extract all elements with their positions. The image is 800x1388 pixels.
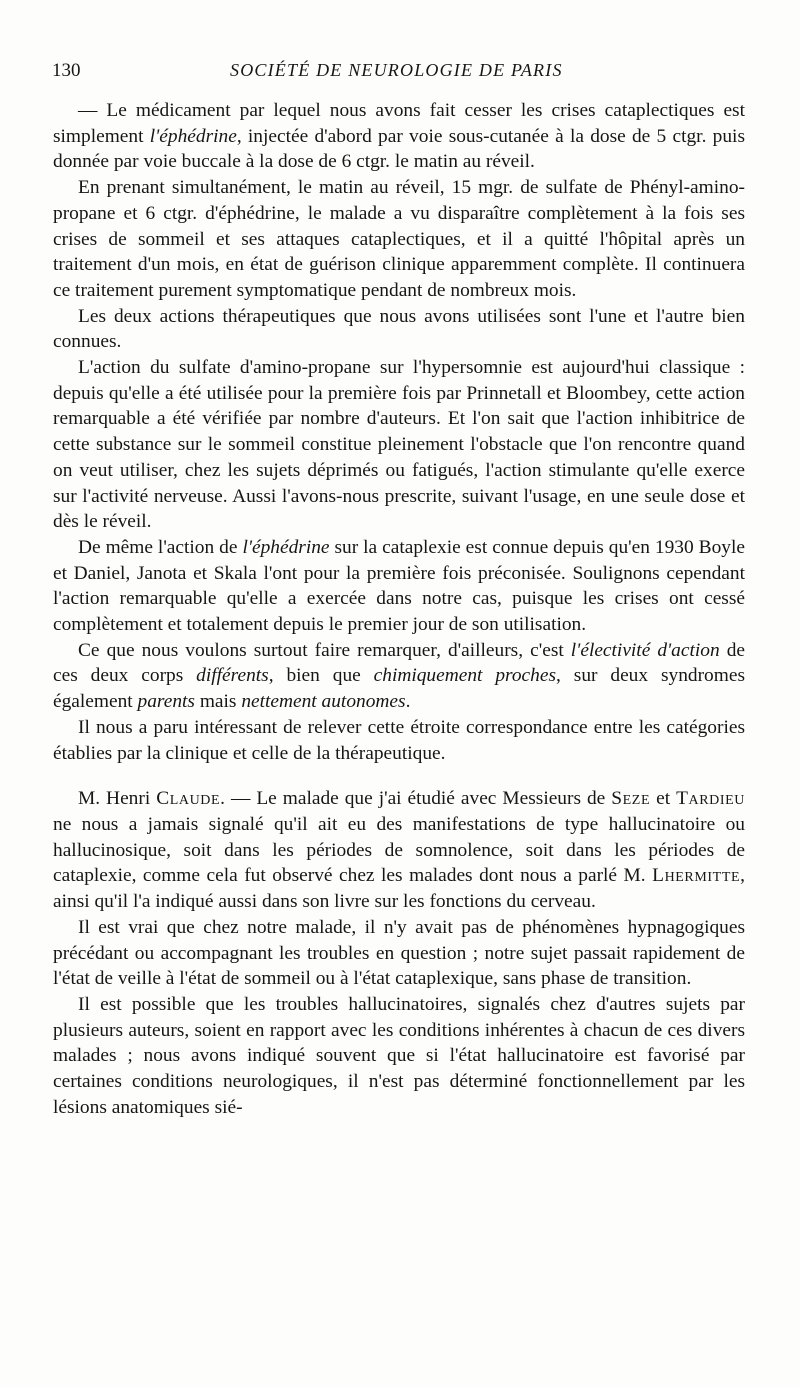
paragraph-ephedrine-cataplexy: De même l'action de l'éphédrine sur la cataplexie est connue depuis qu'en 1930 Boyle et Daniel, Janota et Skala l'ont pour la première fois préconisée. Soulignons cependant l'action remarquable qu'elle a exercée dans notre cas, puisque les crises ont cessé complètement et totalement depuis le premier jour de son utilisation. [53,536,745,636]
author-name: Seze [611,788,651,810]
author-name: Tardieu [676,788,745,810]
author-name: Lhermitte [652,865,741,887]
paragraph-ephedrine-treatment: — Le médicament par lequel nous avons fait cesser les crises cataplectiques est simplement l'éphédrine, injectée d'abord par voie sous-cutanée à la dose de 5 ctgr. puis donnée par voie buccale à la dose de 6 ctgr. le matin au réveil. [53,100,745,173]
paragraph-claude-discussion: M. Henri Claude. — Le malade que j'ai étudié avec Messieurs de Seze et Tardieu ne nous a jamais signalé qu'il ait eu des manifestations de type hallucinatoire ou hallucinosique, soit dans les périodes de somnolence, soit dans les périodes de cataplexie, comme cela fut observé chez les malades dont nous a parlé M. Lhermitte, ainsi qu'il l'a indiqué aussi dans son livre sur les fonctions du cerveau. [53,788,745,913]
body-text [53,98,745,1120]
author-name: Claude [156,788,221,810]
paragraph-amino-propane: L'action du sulfate d'amino-propane sur l'hypersomnie est aujourd'hui classique : depuis qu'elle a été utilisée pour la première fois par Prinnetall et Bloombey, cette action remarquable a été vérifiée par nombre d'auteurs. Et l'on sait que l'action inhibitrice de cette substance sur le sommeil constitue pleinement l'obstacle que l'on rencontre quand on veut utiliser, chez les sujets déprimés ou fatigués, l'action stimulante qu'elle exerce sur l'activité nerveuse. Aussi l'avons-nous prescrite, suivant l'usage, en une seule dose et dès le réveil. [53,357,745,533]
paragraph-correspondence: Il nous a paru intéressant de relever cette étroite correspondance entre les catégories établies par la clinique et celle de la thérapeutique. [53,716,745,764]
paragraph-hallucinatory: Il est possible que les troubles hallucinatoires, signalés chez d'autres sujets par plusieurs auteurs, soient en rapport avec les conditions inhérentes à chacun de ces divers malades ; nous avons indiqué souvent que si l'état hallucinatoire est favorisé par certaines conditions neurologiques, il n'est pas déterminé fonctionnellement par les lésions anatomiques sié- [53,993,745,1118]
paragraph-electivity: Ce que nous voulons surtout faire remarquer, d'ailleurs, c'est l'électivité d'action de ces deux corps différents, bien que chimiquement proches, sur deux syndromes également parents mais nettement autonomes. [53,639,745,713]
paragraph-combined-treatment: En prenant simultanément, le matin au réveil, 15 mgr. de sulfate de Phényl-amino-propane et 6 ctgr. d'éphédrine, le malade a vu disparaître complètement à la fois ses crises de sommeil et ses attaques cataplectiques, et il a quitté l'hôpital après un traitement d'un mois, en état de guérison clinique apparemment complète. Il continuera ce traitement purement symptomatique pendant de nombreux mois. [53,177,745,301]
journal-title: SOCIÉTÉ DE NEUROLOGIE DE PARIS [230,60,563,80]
paragraph-two-actions: Les deux actions thérapeutiques que nous avons utilisées sont l'une et l'autre bien connues. [53,305,745,353]
paragraph-hypnagogic: Il est vrai que chez notre malade, il n'y avait pas de phénomènes hypnagogiques précédant ou accompagnant les troubles en question ; notre sujet passait rapidement de l'état de veille à l'état de sommeil ou à l'état cataplexique, sans phase de transition. [53,916,745,990]
running-head [52,60,752,88]
page-number: 130 [52,60,81,81]
